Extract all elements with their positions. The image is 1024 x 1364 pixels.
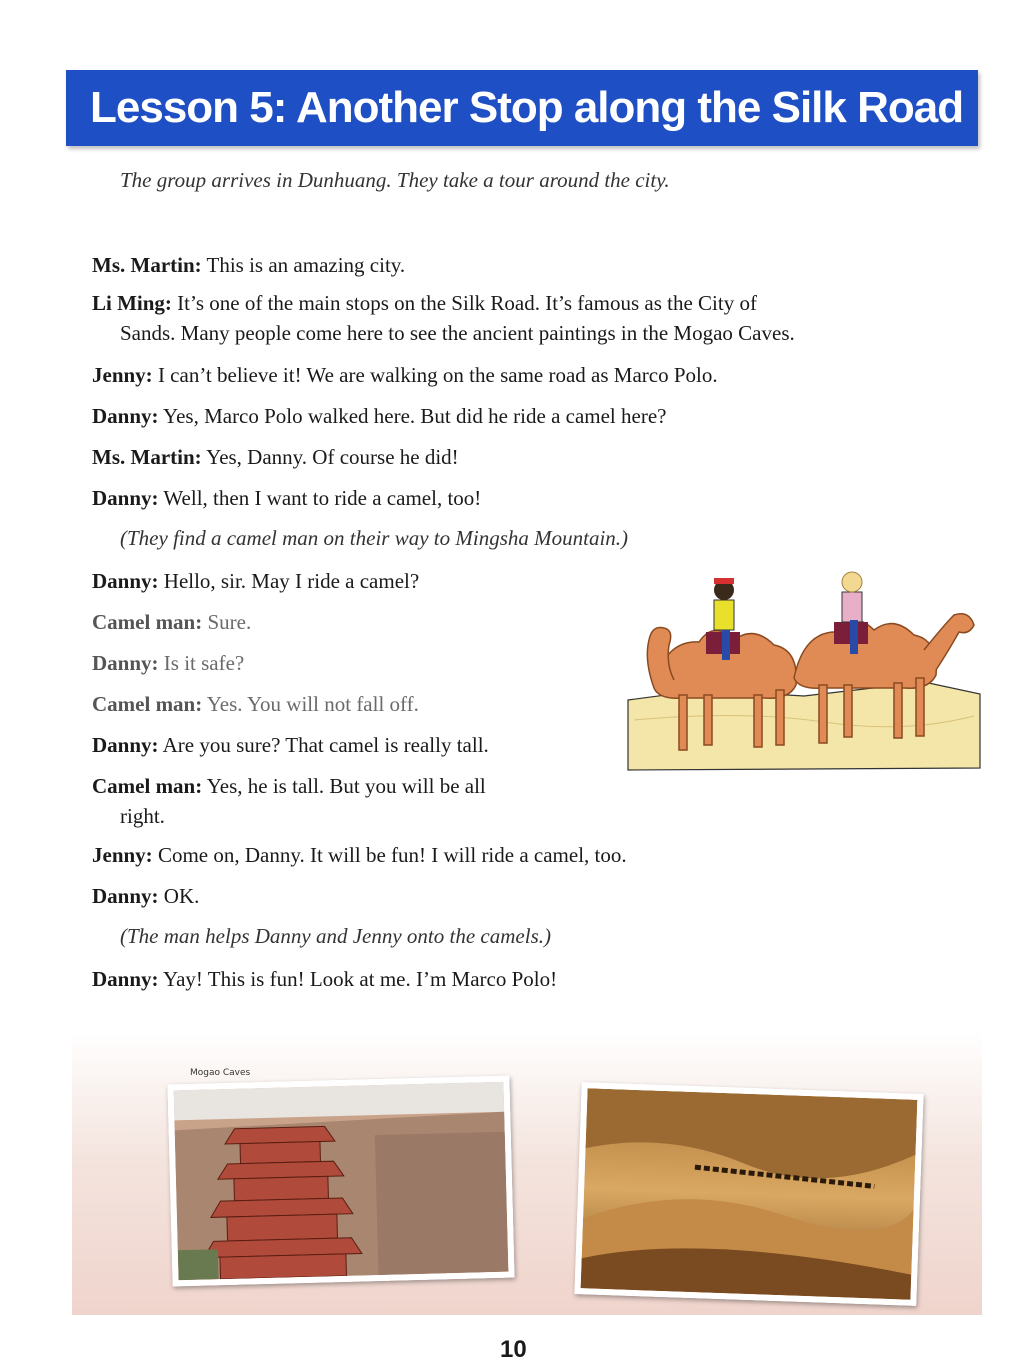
speaker: Danny: bbox=[92, 486, 159, 510]
intro-text: The group arrives in Dunhuang. They take a tour around the city. bbox=[120, 168, 670, 192]
lesson-title: Lesson 5: Another Stop along the Silk Road bbox=[90, 83, 964, 132]
speaker: Jenny: bbox=[92, 843, 153, 867]
line-text: Yes, Marco Polo walked here. But did he ride a camel here? bbox=[163, 404, 667, 428]
speaker: Camel man: bbox=[92, 692, 203, 716]
line-text: Come on, Danny. It will be fun! I will ride a camel, too. bbox=[157, 843, 627, 867]
desert-caravan-photo bbox=[574, 1082, 923, 1306]
dialogue-line bbox=[92, 881, 199, 911]
rider-jenny-icon bbox=[834, 572, 868, 654]
dialogue-line bbox=[92, 483, 481, 513]
dialogue-line bbox=[92, 689, 419, 719]
line-text: Hello, sir. May I ride a camel? bbox=[163, 569, 420, 593]
dialogue-line bbox=[92, 607, 251, 637]
dialogue-line bbox=[92, 401, 666, 431]
speaker: Jenny: bbox=[92, 363, 153, 387]
speaker: Danny: bbox=[92, 569, 159, 593]
rider-danny-icon bbox=[706, 578, 740, 660]
speaker: Ms. Martin: bbox=[92, 253, 202, 277]
line-text: Yes, Danny. Of course he did! bbox=[206, 445, 459, 469]
lesson-title-bar bbox=[66, 70, 978, 146]
stage-direction: (The man helps Danny and Jenny onto the camels.) bbox=[120, 924, 551, 948]
line-continuation: Sands. Many people come here to see the ancient paintings in the Mogao Caves. bbox=[120, 321, 795, 345]
line-text: Yes. You will not fall off. bbox=[206, 692, 419, 716]
speaker: Danny: bbox=[92, 884, 159, 908]
speaker: Camel man: bbox=[92, 610, 203, 634]
mogao-caves-photo bbox=[167, 1076, 514, 1287]
speaker: Li Ming: bbox=[92, 291, 172, 315]
line-text: Yes, he is tall. But you will be all bbox=[206, 774, 486, 798]
dialogue-line bbox=[92, 360, 718, 390]
line-text: Are you sure? That camel is really tall. bbox=[162, 733, 489, 757]
line-continuation: right. bbox=[120, 804, 165, 828]
photo-caption: Mogao Caves bbox=[190, 1068, 251, 1078]
speaker: Danny: bbox=[92, 733, 159, 757]
speaker: Ms. Martin: bbox=[92, 445, 202, 469]
speaker: Camel man: bbox=[92, 774, 203, 798]
dialogue-line bbox=[92, 288, 795, 348]
line-text: OK. bbox=[163, 884, 200, 908]
dialogue-line bbox=[92, 840, 627, 870]
line-text: Well, then I want to ride a camel, too! bbox=[163, 486, 482, 510]
dialogue-line bbox=[92, 730, 489, 760]
line-text: I can’t believe it! We are walking on the same road as Marco Polo. bbox=[157, 363, 718, 387]
speaker: Danny: bbox=[92, 651, 159, 675]
stage-direction: (They find a camel man on their way to Mingsha Mountain.) bbox=[120, 526, 629, 550]
line-text: This is an amazing city. bbox=[206, 253, 406, 277]
speaker: Danny: bbox=[92, 967, 159, 991]
camel-riders-illustration bbox=[624, 570, 984, 780]
line-text: Yay! This is fun! Look at me. I’m Marco Polo! bbox=[163, 967, 558, 991]
dialogue-line bbox=[92, 250, 405, 280]
dialogue-line bbox=[92, 648, 244, 678]
line-text: Is it safe? bbox=[163, 651, 245, 675]
dialogue-line bbox=[92, 442, 459, 472]
speaker: Danny: bbox=[92, 404, 159, 428]
line-text: It’s one of the main stops on the Silk Road. It’s famous as the City of bbox=[177, 291, 757, 315]
dialogue-line bbox=[92, 771, 486, 831]
dialogue-line bbox=[92, 964, 557, 994]
dialogue-line bbox=[92, 566, 419, 596]
page-number: 10 bbox=[500, 1336, 527, 1363]
line-text: Sure. bbox=[207, 610, 252, 634]
